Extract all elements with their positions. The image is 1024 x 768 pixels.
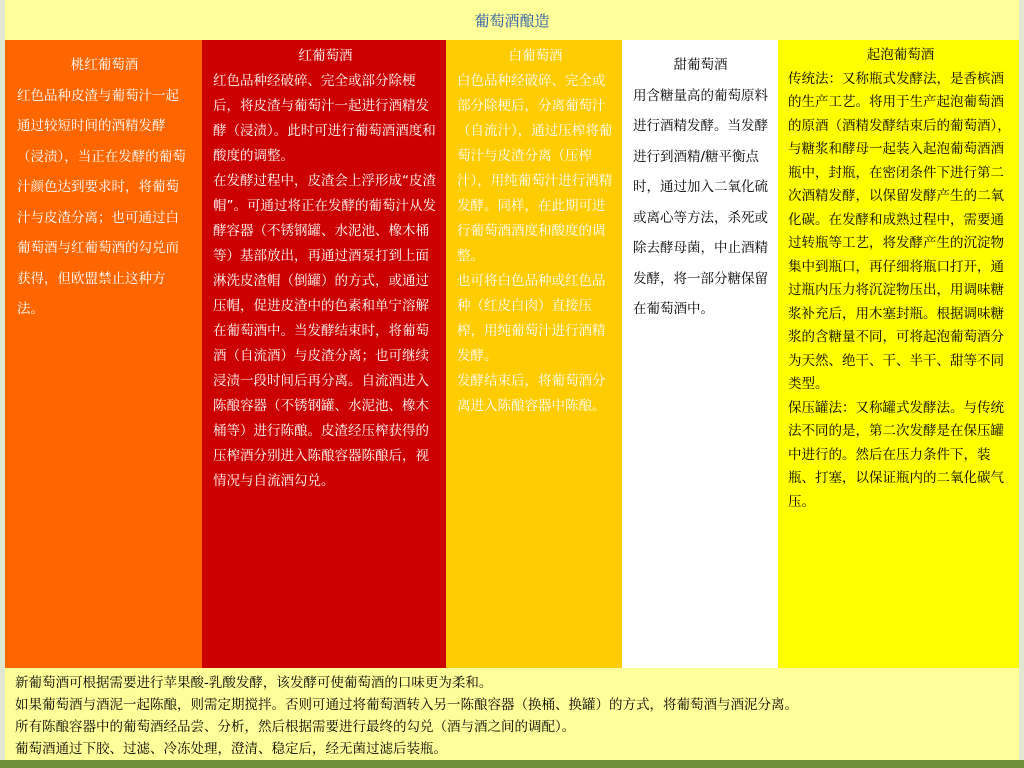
column-body: 红色品种皮渣与葡萄汁一起通过较短时间的酒精发酵（浸渍），当正在发酵的葡萄汁颜色达到要求时，将葡萄汁与皮渣分离；也可通过白葡萄酒与红葡萄酒的勾兑而获得，但欧盟禁止这种方法。 [17, 87, 186, 317]
common-step-line: 如果葡萄酒与酒泥一起陈酿，则需定期搅拌。否则可通过将葡萄酒转入另一陈酿容器（换桶、换罐）的方式，将葡萄酒与酒泥分离。 [15, 697, 798, 713]
column-heading: 桃红葡萄酒 [70, 57, 139, 73]
column-heading: 甜葡萄酒 [673, 57, 728, 73]
column-body: 白色品种经破碎、完全或部分除梗后，分离葡萄汁（自流汁），通过压榨将葡萄汁与皮渣分离（压榨汁），用纯葡萄汁进行酒精发酵。同样，在此期可进行葡萄酒酒度和酸度的调整。 也可将白色品种或红色品种（红皮白肉）直接压榨，用纯葡萄汁进行酒精发酵。 发酵结束后，将葡萄酒分离进入陈酿容器中陈酿。 [457, 73, 613, 414]
column-rose-wine [5, 40, 202, 668]
column-heading: 白葡萄酒 [508, 48, 563, 64]
column-heading: 红葡萄酒 [298, 48, 353, 64]
page-title: 葡萄酒酿造 [474, 11, 550, 30]
column-red-wine [202, 40, 446, 668]
common-steps-box [5, 668, 1019, 760]
common-step-line: 新葡萄酒可根据需要进行苹果酸-乳酸发酵，该发酵可使葡萄酒的口味更为柔和。 [15, 675, 493, 691]
title-bar [5, 0, 1019, 40]
common-step-line: 葡萄酒通过下胶、过滤、冷冻处理，澄清、稳定后，经无菌过滤后装瓶。 [15, 741, 447, 757]
column-heading: 起泡葡萄酒 [866, 47, 935, 63]
column-sparkling-wine [778, 40, 1019, 668]
landscape-background-strip [0, 760, 1024, 768]
column-body: 传统法：又称瓶式发酵法，是香槟酒的生产工艺。将用于生产起泡葡萄酒的原酒（酒精发酵结束后的葡萄酒），与糖浆和酵母一起装入起泡葡萄酒酒瓶中，封瓶，在密闭条件下进行第二次酒精发酵，以保留发酵产生的二氧化碳。在发酵和成熟过程中，需要通过转瓶等工艺，将发酵产生的沉淀物集中到瓶口，再仔细将瓶口打开，通过瓶内压力将沉淀物压出，用调味糖浆补充后，用木塞封瓶。根据调味糖浆的含糖量不同，可将起泡葡萄酒分为天然、绝干、干、半干、甜等不同类型。 保压罐法：又称罐式发酵法。与传统法不同的是，第二次发酵是在保压罐中进行的。然后在压力条件下，装瓶、打塞，以保证瓶内的二氧化碳气压。 [788, 70, 1011, 510]
common-step-line: 所有陈酿容器中的葡萄酒经品尝、分析，然后根据需要进行最终的勾兑（酒与酒之间的调配）。 [15, 719, 576, 735]
column-white-wine [446, 40, 622, 668]
column-sweet-wine [622, 40, 778, 668]
column-body: 红色品种经破碎、完全或部分除梗后，将皮渣与葡萄汁一起进行酒精发酵（浸渍）。此时可进行葡萄酒酒度和酸度的调整。 在发酵过程中，皮渣会上浮形成“皮渣帽”。可通过将正在发酵的葡萄汁从发酵容器（不锈钢罐、水泥池、橡木桶等）基部放出，再通过酒泵打到上面淋洗皮渣帽（倒罐）的方式，或通过压帽，促进皮渣中的色素和单宁溶解在葡萄酒中。当发酵结束时，将葡萄酒（自流酒）与皮渣分离；也可继续浸渍一段时间后再分离。自流酒进入陈酿容器（不锈钢罐、水泥池、橡木桶等）进行陈酿。皮渣经压榨获得的压榨酒分别进入陈酿容器陈酿后，视情况与自流酒勾兑。 [213, 73, 436, 489]
right-border-strip [1019, 0, 1024, 768]
column-body: 用含糖量高的葡萄原料进行酒精发酵。当发酵进行到酒精/糖平衡点时，通过加入二氧化硫或离心等方法，杀死或除去酵母菌，中止酒精发酵，将一部分糖保留在葡萄酒中。 [633, 87, 768, 317]
